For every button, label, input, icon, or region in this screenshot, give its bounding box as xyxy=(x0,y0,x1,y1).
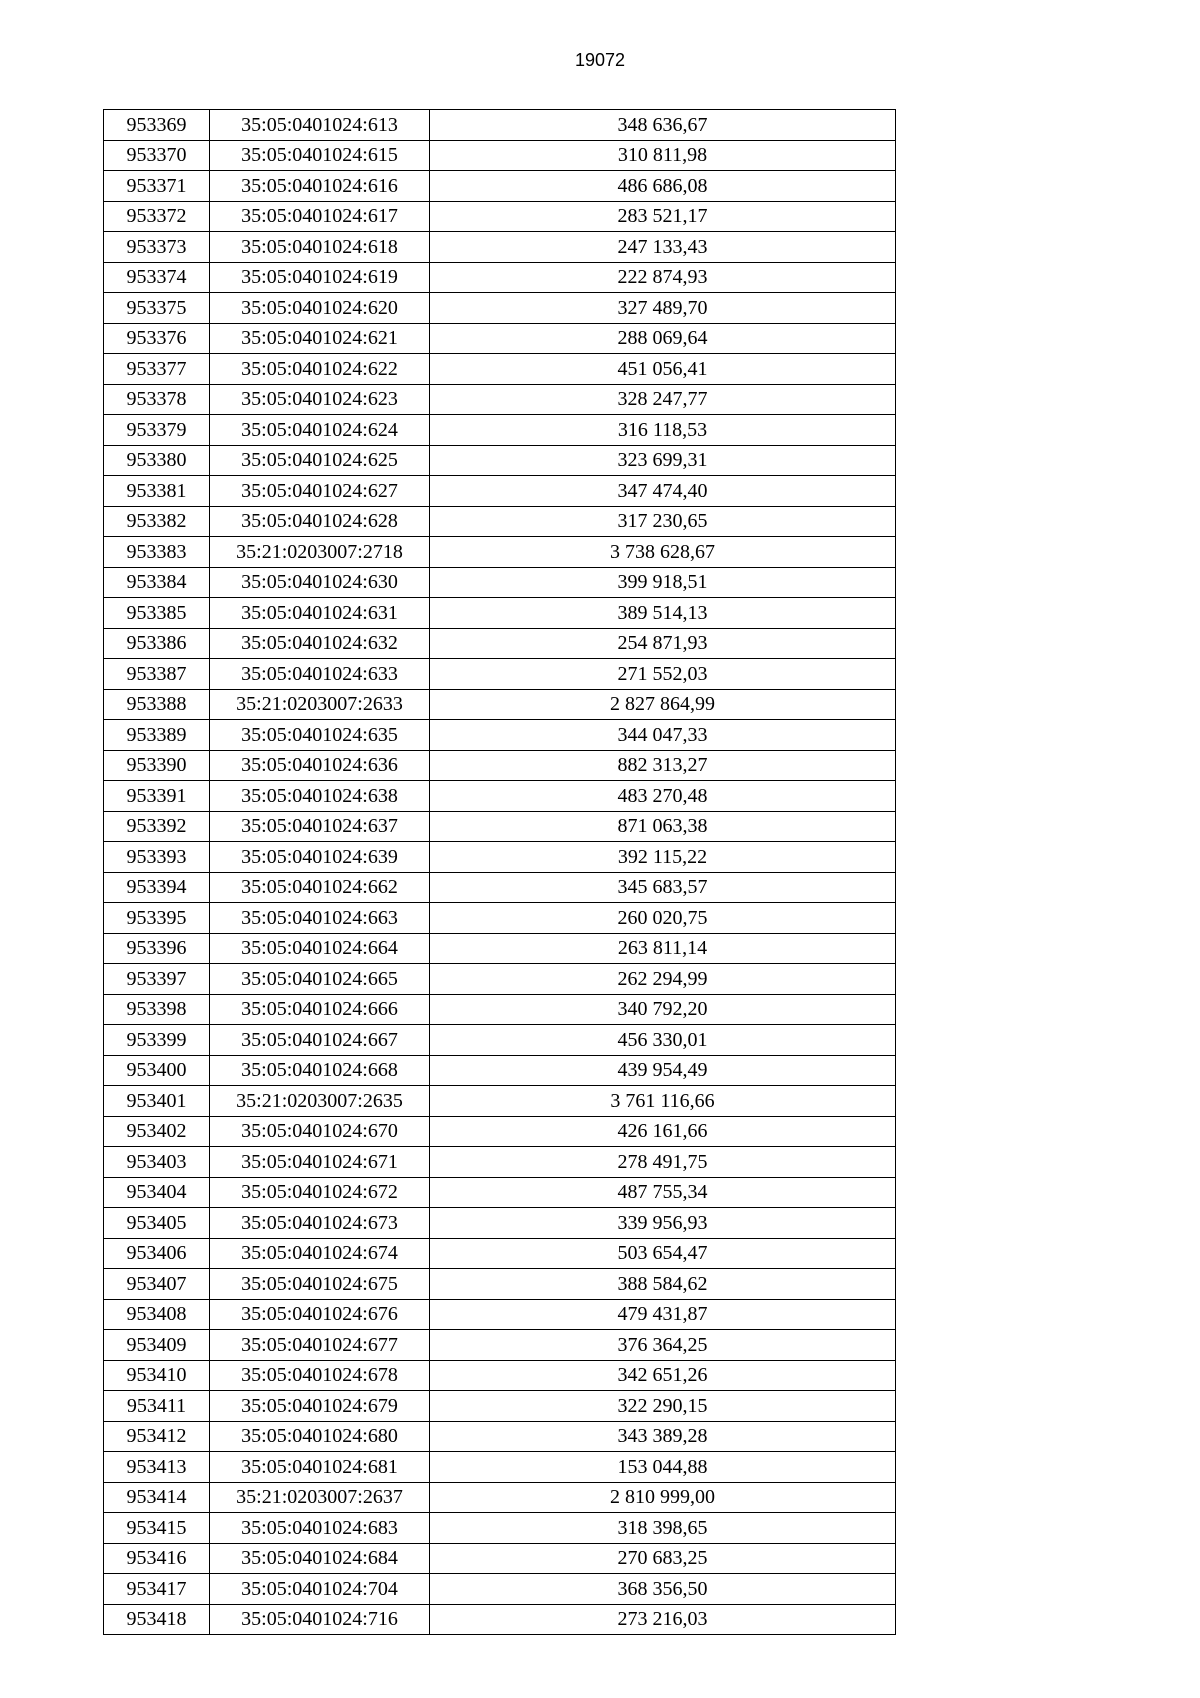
cadastral-value-cell: 271 552,03 xyxy=(430,659,896,690)
table-row xyxy=(104,1330,896,1361)
cadastral-number-cell: 35:05:0401024:678 xyxy=(210,1360,430,1391)
cadastral-value-cell: 479 431,87 xyxy=(430,1299,896,1330)
cadastral-number-cell: 35:05:0401024:630 xyxy=(210,567,430,598)
table-row xyxy=(104,659,896,690)
table-row xyxy=(104,1574,896,1605)
cadastral-number-cell: 35:05:0401024:632 xyxy=(210,628,430,659)
cadastral-value-cell: 2 827 864,99 xyxy=(430,689,896,720)
cadastral-number-cell: 35:05:0401024:619 xyxy=(210,262,430,293)
cadastral-number-cell: 35:05:0401024:676 xyxy=(210,1299,430,1330)
row-number-cell: 953412 xyxy=(104,1421,210,1452)
row-number-cell: 953394 xyxy=(104,872,210,903)
cadastral-value-cell: 487 755,34 xyxy=(430,1177,896,1208)
table-row xyxy=(104,323,896,354)
table-row xyxy=(104,1116,896,1147)
row-number-cell: 953417 xyxy=(104,1574,210,1605)
cadastral-value-cell: 392 115,22 xyxy=(430,842,896,873)
table-body xyxy=(104,110,896,1635)
table-row xyxy=(104,1025,896,1056)
cadastral-value-cell: 316 118,53 xyxy=(430,415,896,446)
table-row xyxy=(104,140,896,171)
row-number-cell: 953402 xyxy=(104,1116,210,1147)
cadastral-number-cell: 35:05:0401024:704 xyxy=(210,1574,430,1605)
cadastral-value-cell: 483 270,48 xyxy=(430,781,896,812)
table-row xyxy=(104,506,896,537)
cadastral-value-cell: 3 761 116,66 xyxy=(430,1086,896,1117)
row-number-cell: 953396 xyxy=(104,933,210,964)
cadastral-value-cell: 340 792,20 xyxy=(430,994,896,1025)
cadastral-value-cell: 262 294,99 xyxy=(430,964,896,995)
cadastral-value-cell: 486 686,08 xyxy=(430,171,896,202)
cadastral-number-cell: 35:05:0401024:617 xyxy=(210,201,430,232)
cadastral-number-cell: 35:05:0401024:677 xyxy=(210,1330,430,1361)
table-row xyxy=(104,689,896,720)
table-row xyxy=(104,1299,896,1330)
cadastral-number-cell: 35:21:0203007:2633 xyxy=(210,689,430,720)
cadastral-number-cell: 35:05:0401024:667 xyxy=(210,1025,430,1056)
row-number-cell: 953408 xyxy=(104,1299,210,1330)
row-number-cell: 953418 xyxy=(104,1604,210,1635)
cadastral-number-cell: 35:05:0401024:679 xyxy=(210,1391,430,1422)
table-row xyxy=(104,903,896,934)
cadastral-value-cell: 254 871,93 xyxy=(430,628,896,659)
table-row xyxy=(104,232,896,263)
row-number-cell: 953390 xyxy=(104,750,210,781)
cadastral-number-cell: 35:05:0401024:716 xyxy=(210,1604,430,1635)
cadastral-value-cell: 456 330,01 xyxy=(430,1025,896,1056)
row-number-cell: 953403 xyxy=(104,1147,210,1178)
cadastral-value-cell: 439 954,49 xyxy=(430,1055,896,1086)
table-row xyxy=(104,1177,896,1208)
cadastral-value-cell: 344 047,33 xyxy=(430,720,896,751)
cadastral-number-cell: 35:05:0401024:616 xyxy=(210,171,430,202)
cadastral-value-cell: 247 133,43 xyxy=(430,232,896,263)
row-number-cell: 953370 xyxy=(104,140,210,171)
table-row xyxy=(104,567,896,598)
cadastral-value-cell: 328 247,77 xyxy=(430,384,896,415)
row-number-cell: 953378 xyxy=(104,384,210,415)
cadastral-value-table xyxy=(103,109,896,1635)
cadastral-value-cell: 871 063,38 xyxy=(430,811,896,842)
cadastral-value-cell: 339 956,93 xyxy=(430,1208,896,1239)
row-number-cell: 953376 xyxy=(104,323,210,354)
table-row xyxy=(104,964,896,995)
cadastral-number-cell: 35:05:0401024:621 xyxy=(210,323,430,354)
cadastral-number-cell: 35:21:0203007:2637 xyxy=(210,1482,430,1513)
cadastral-value-cell: 222 874,93 xyxy=(430,262,896,293)
row-number-cell: 953382 xyxy=(104,506,210,537)
row-number-cell: 953415 xyxy=(104,1513,210,1544)
table-row xyxy=(104,872,896,903)
table-row xyxy=(104,445,896,476)
cadastral-value-cell: 451 056,41 xyxy=(430,354,896,385)
row-number-cell: 953398 xyxy=(104,994,210,1025)
row-number-cell: 953388 xyxy=(104,689,210,720)
row-number-cell: 953373 xyxy=(104,232,210,263)
row-number-cell: 953392 xyxy=(104,811,210,842)
cadastral-number-cell: 35:05:0401024:622 xyxy=(210,354,430,385)
table-row xyxy=(104,262,896,293)
table-row xyxy=(104,1360,896,1391)
table-row xyxy=(104,110,896,141)
row-number-cell: 953385 xyxy=(104,598,210,629)
cadastral-value-cell: 263 811,14 xyxy=(430,933,896,964)
cadastral-number-cell: 35:05:0401024:613 xyxy=(210,110,430,141)
row-number-cell: 953391 xyxy=(104,781,210,812)
table-row xyxy=(104,750,896,781)
cadastral-value-cell: 376 364,25 xyxy=(430,1330,896,1361)
table-row xyxy=(104,415,896,446)
cadastral-value-cell: 368 356,50 xyxy=(430,1574,896,1605)
cadastral-number-cell: 35:05:0401024:671 xyxy=(210,1147,430,1178)
cadastral-value-cell: 310 811,98 xyxy=(430,140,896,171)
table-row xyxy=(104,1452,896,1483)
cadastral-number-cell: 35:21:0203007:2718 xyxy=(210,537,430,568)
row-number-cell: 953379 xyxy=(104,415,210,446)
row-number-cell: 953389 xyxy=(104,720,210,751)
row-number-cell: 953371 xyxy=(104,171,210,202)
row-number-cell: 953395 xyxy=(104,903,210,934)
cadastral-number-cell: 35:21:0203007:2635 xyxy=(210,1086,430,1117)
cadastral-value-cell: 153 044,88 xyxy=(430,1452,896,1483)
table-row xyxy=(104,1604,896,1635)
table-row xyxy=(104,293,896,324)
cadastral-value-cell: 348 636,67 xyxy=(430,110,896,141)
cadastral-number-cell: 35:05:0401024:633 xyxy=(210,659,430,690)
table-row xyxy=(104,1086,896,1117)
row-number-cell: 953406 xyxy=(104,1238,210,1269)
row-number-cell: 953416 xyxy=(104,1543,210,1574)
cadastral-number-cell: 35:05:0401024:625 xyxy=(210,445,430,476)
table-row xyxy=(104,811,896,842)
cadastral-number-cell: 35:05:0401024:670 xyxy=(210,1116,430,1147)
cadastral-value-cell: 327 489,70 xyxy=(430,293,896,324)
table-row xyxy=(104,537,896,568)
table-row xyxy=(104,1543,896,1574)
row-number-cell: 953386 xyxy=(104,628,210,659)
cadastral-number-cell: 35:05:0401024:615 xyxy=(210,140,430,171)
cadastral-number-cell: 35:05:0401024:637 xyxy=(210,811,430,842)
cadastral-value-cell: 278 491,75 xyxy=(430,1147,896,1178)
cadastral-number-cell: 35:05:0401024:638 xyxy=(210,781,430,812)
cadastral-number-cell: 35:05:0401024:631 xyxy=(210,598,430,629)
cadastral-value-cell: 2 810 999,00 xyxy=(430,1482,896,1513)
row-number-cell: 953374 xyxy=(104,262,210,293)
table-row xyxy=(104,171,896,202)
table-row xyxy=(104,933,896,964)
row-number-cell: 953384 xyxy=(104,567,210,598)
row-number-cell: 953399 xyxy=(104,1025,210,1056)
cadastral-value-cell: 343 389,28 xyxy=(430,1421,896,1452)
row-number-cell: 953381 xyxy=(104,476,210,507)
row-number-cell: 953401 xyxy=(104,1086,210,1117)
table-row xyxy=(104,354,896,385)
table-row xyxy=(104,384,896,415)
row-number-cell: 953397 xyxy=(104,964,210,995)
table-row xyxy=(104,1391,896,1422)
cadastral-value-cell: 288 069,64 xyxy=(430,323,896,354)
cadastral-number-cell: 35:05:0401024:672 xyxy=(210,1177,430,1208)
cadastral-value-cell: 3 738 628,67 xyxy=(430,537,896,568)
table-row xyxy=(104,476,896,507)
cadastral-value-cell: 347 474,40 xyxy=(430,476,896,507)
cadastral-number-cell: 35:05:0401024:662 xyxy=(210,872,430,903)
row-number-cell: 953405 xyxy=(104,1208,210,1239)
cadastral-number-cell: 35:05:0401024:664 xyxy=(210,933,430,964)
cadastral-number-cell: 35:05:0401024:680 xyxy=(210,1421,430,1452)
row-number-cell: 953411 xyxy=(104,1391,210,1422)
cadastral-number-cell: 35:05:0401024:663 xyxy=(210,903,430,934)
cadastral-value-cell: 342 651,26 xyxy=(430,1360,896,1391)
row-number-cell: 953409 xyxy=(104,1330,210,1361)
table-row xyxy=(104,1208,896,1239)
row-number-cell: 953375 xyxy=(104,293,210,324)
cadastral-number-cell: 35:05:0401024:636 xyxy=(210,750,430,781)
table-row xyxy=(104,994,896,1025)
cadastral-number-cell: 35:05:0401024:627 xyxy=(210,476,430,507)
cadastral-value-cell: 426 161,66 xyxy=(430,1116,896,1147)
cadastral-value-cell: 317 230,65 xyxy=(430,506,896,537)
row-number-cell: 953404 xyxy=(104,1177,210,1208)
table-row xyxy=(104,720,896,751)
cadastral-number-cell: 35:05:0401024:675 xyxy=(210,1269,430,1300)
cadastral-number-cell: 35:05:0401024:620 xyxy=(210,293,430,324)
cadastral-value-cell: 388 584,62 xyxy=(430,1269,896,1300)
table-row xyxy=(104,842,896,873)
cadastral-number-cell: 35:05:0401024:673 xyxy=(210,1208,430,1239)
cadastral-number-cell: 35:05:0401024:668 xyxy=(210,1055,430,1086)
row-number-cell: 953369 xyxy=(104,110,210,141)
cadastral-number-cell: 35:05:0401024:665 xyxy=(210,964,430,995)
cadastral-value-cell: 345 683,57 xyxy=(430,872,896,903)
row-number-cell: 953383 xyxy=(104,537,210,568)
cadastral-value-cell: 882 313,27 xyxy=(430,750,896,781)
cadastral-number-cell: 35:05:0401024:683 xyxy=(210,1513,430,1544)
cadastral-value-cell: 389 514,13 xyxy=(430,598,896,629)
row-number-cell: 953414 xyxy=(104,1482,210,1513)
cadastral-number-cell: 35:05:0401024:624 xyxy=(210,415,430,446)
row-number-cell: 953410 xyxy=(104,1360,210,1391)
cadastral-value-cell: 270 683,25 xyxy=(430,1543,896,1574)
table-row xyxy=(104,1238,896,1269)
cadastral-number-cell: 35:05:0401024:681 xyxy=(210,1452,430,1483)
table-row xyxy=(104,781,896,812)
row-number-cell: 953387 xyxy=(104,659,210,690)
cadastral-number-cell: 35:05:0401024:684 xyxy=(210,1543,430,1574)
table-row xyxy=(104,1482,896,1513)
table-row xyxy=(104,1513,896,1544)
cadastral-number-cell: 35:05:0401024:618 xyxy=(210,232,430,263)
cadastral-value-cell: 318 398,65 xyxy=(430,1513,896,1544)
table-row xyxy=(104,1147,896,1178)
table-row xyxy=(104,1421,896,1452)
cadastral-value-cell: 260 020,75 xyxy=(430,903,896,934)
cadastral-value-cell: 503 654,47 xyxy=(430,1238,896,1269)
table-row xyxy=(104,1055,896,1086)
table-row xyxy=(104,201,896,232)
cadastral-value-cell: 283 521,17 xyxy=(430,201,896,232)
page-number: 19072 xyxy=(574,50,626,70)
cadastral-number-cell: 35:05:0401024:623 xyxy=(210,384,430,415)
cadastral-number-cell: 35:05:0401024:639 xyxy=(210,842,430,873)
cadastral-value-cell: 273 216,03 xyxy=(430,1604,896,1635)
cadastral-number-cell: 35:05:0401024:628 xyxy=(210,506,430,537)
row-number-cell: 953400 xyxy=(104,1055,210,1086)
cadastral-number-cell: 35:05:0401024:674 xyxy=(210,1238,430,1269)
cadastral-value-cell: 322 290,15 xyxy=(430,1391,896,1422)
cadastral-number-cell: 35:05:0401024:666 xyxy=(210,994,430,1025)
cadastral-value-cell: 323 699,31 xyxy=(430,445,896,476)
table-row xyxy=(104,598,896,629)
cadastral-value-cell: 399 918,51 xyxy=(430,567,896,598)
row-number-cell: 953380 xyxy=(104,445,210,476)
row-number-cell: 953377 xyxy=(104,354,210,385)
row-number-cell: 953372 xyxy=(104,201,210,232)
row-number-cell: 953407 xyxy=(104,1269,210,1300)
table-row xyxy=(104,1269,896,1300)
cadastral-number-cell: 35:05:0401024:635 xyxy=(210,720,430,751)
table-row xyxy=(104,628,896,659)
row-number-cell: 953413 xyxy=(104,1452,210,1483)
row-number-cell: 953393 xyxy=(104,842,210,873)
